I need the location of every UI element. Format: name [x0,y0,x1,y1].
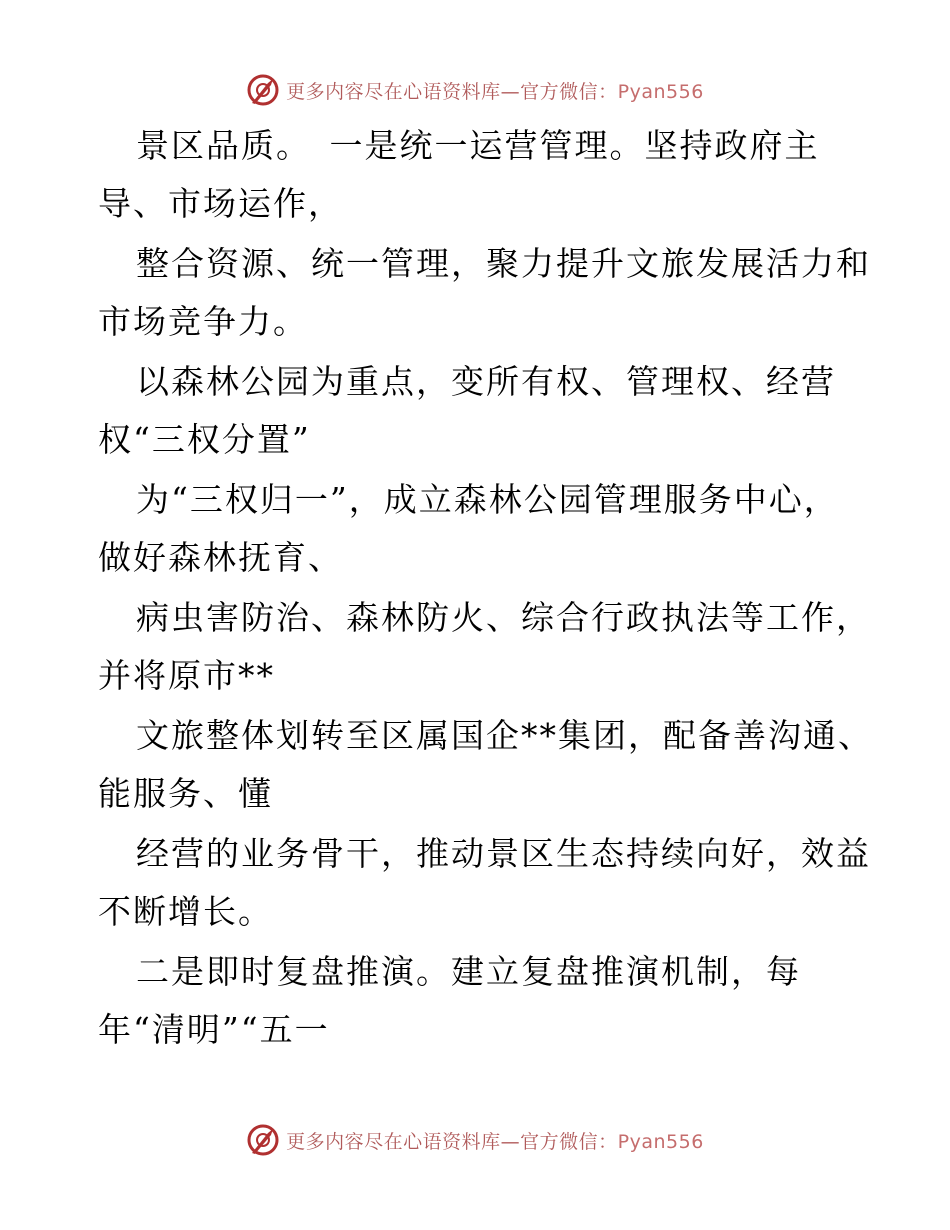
body-line: 年“清明”“五一 [98,1010,330,1049]
body-line: 经营的业务骨干，推动景区生态持续向好，效益 [136,834,871,873]
footer-banner-contact: Pyan556 [617,1130,704,1153]
body-line: 景区品质。 一是统一运营管理。坚持政府主 [136,126,820,165]
body-line: 导、市场运作， [98,184,343,223]
footer-banner [0,1120,950,1160]
header-banner [0,70,950,110]
body-line: 并将原市** [98,656,275,695]
body-line: 为“三权归一”，成立森林公园管理服务中心， [136,480,839,519]
body-line: 整合资源、统一管理，聚力提升文旅发展活力和 [136,244,871,283]
body-line: 不断增长。 [98,892,273,931]
body-line: 病虫害防治、森林防火、综合行政执法等工作， [136,598,871,637]
header-banner-text [286,77,704,104]
footer-banner-label: 更多内容尽在心语资料库—官方微信： [286,1130,618,1153]
body-line: 权“三权分置” [98,420,311,459]
body-line: 能服务、懂 [98,774,273,813]
pen-circle-logo-icon [246,73,280,107]
body-line: 文旅整体划转至区属国企**集团，配备善沟通、 [136,716,873,755]
body-line: 做好森林抚育、 [98,538,343,577]
body-line: 以森林公园为重点，变所有权、管理权、经营 [136,362,836,401]
body-line: 市场竞争力。 [98,302,308,341]
pen-circle-logo-icon [246,1123,280,1157]
header-banner-contact: Pyan556 [617,80,704,103]
body-line: 二是即时复盘推演。建立复盘推演机制，每 [136,952,801,991]
footer-banner-text [286,1127,704,1154]
header-banner-label: 更多内容尽在心语资料库—官方微信： [286,80,618,103]
